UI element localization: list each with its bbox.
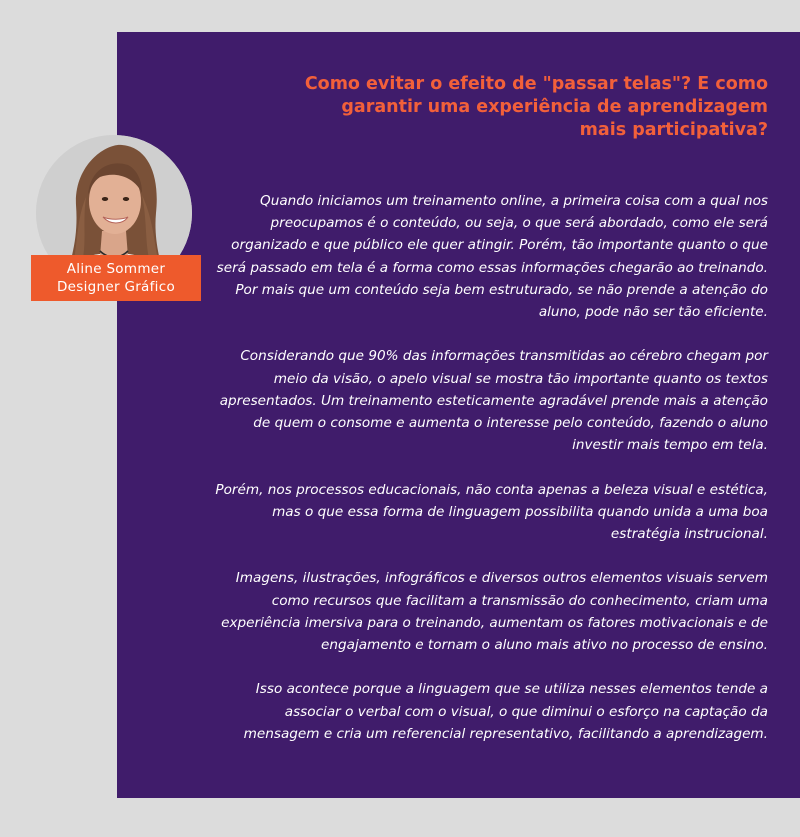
article-paragraph: Quando iniciamos um treinamento online, a primeira coisa com a qual nos preocupamos é o conteúdo, ou seja, o que será abordado, como ele será organizado e que público ele quer atingir. Porém, tão importante quanto o que será passado em tela é a forma como essas informações chegarão ao treinando. Por mais que um conteúdo seja bem estruturado, se não prende a atenção do aluno, pode não ser tão eficiente. [216, 193, 768, 321]
author-caption [31, 255, 201, 301]
article-title: Como evitar o efeito de "passar telas"? E como garantir uma experiência de aprendizagem mais participativa? [304, 74, 768, 140]
article-body [211, 190, 768, 767]
article-paragraph: Imagens, ilustrações, infográficos e diversos outros elementos visuais servem como recursos que facilitam a transmissão do conhecimento, criam uma experiência imersiva para o treinando, aumentam os fatores motivacionais e de engajamento e tornam o aluno mais ativo no processo de ensino. [221, 570, 768, 654]
author-role: Designer Gráfico [56, 279, 176, 295]
article-paragraph: Porém, nos processos educacionais, não conta apenas a beleza visual e estética, mas o que essa forma de linguagem possibilita quando unida a uma boa estratégia instrucional. [215, 481, 768, 543]
article-paragraph: Considerando que 90% das informações transmitidas ao cérebro chegam por meio da visão, o apelo visual se mostra tão importante quanto os textos apresentados. Um treinamento esteticamente agradável prende mais a atenção de quem o consome e aumenta o interesse pelo conteúdo, fazendo o aluno investir mais tempo em tela. [219, 348, 768, 454]
article-paragraph: Isso acontece porque a linguagem que se utiliza nesses elementos tende a associar o verbal com o visual, o que diminui o esforço na captação da mensagem e cria um referencial representativo, facilitando a aprendizagem. [243, 681, 768, 742]
author-name: Aline Sommer [66, 261, 166, 277]
